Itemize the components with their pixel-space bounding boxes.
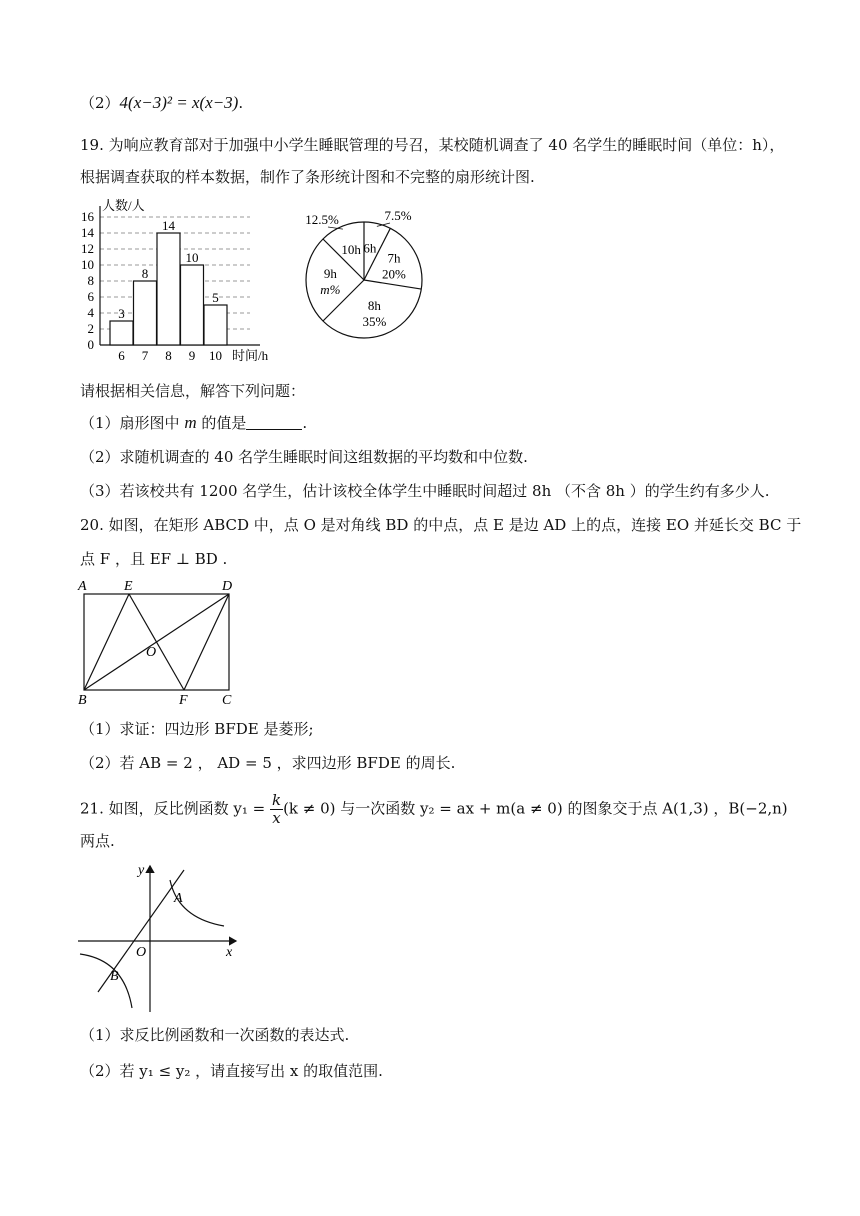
x-tick-label: 9 bbox=[188, 348, 196, 363]
label-d: D bbox=[222, 579, 233, 594]
pie-slice-label: 9h bbox=[323, 266, 337, 281]
bar bbox=[157, 233, 180, 345]
bar bbox=[204, 305, 227, 345]
pie-percent-label: 7.5% bbox=[384, 208, 412, 223]
segment-ef bbox=[129, 594, 184, 690]
label-point-a: A bbox=[174, 891, 183, 906]
bar-chart bbox=[60, 196, 300, 366]
pie-slice-label: 10h bbox=[341, 241, 361, 257]
q19-part1-end: . bbox=[302, 414, 308, 432]
y-tick-label: 8 bbox=[87, 273, 94, 288]
q21-stem-line2: 两点. bbox=[80, 832, 115, 850]
q19-stem-line1: 19. 为响应教育部对于加强中小学生睡眠管理的号召，某校随机调查了 40 名学生的睡眠时间（单位：h）， bbox=[80, 136, 785, 154]
x-tick-label: 8 bbox=[165, 348, 172, 363]
y-tick-label: 6 bbox=[87, 289, 94, 304]
pie-percent-label: 12.5% bbox=[305, 212, 339, 227]
pie-percent-label: m% bbox=[320, 282, 341, 297]
bar-data-label: 3 bbox=[118, 306, 125, 321]
q19-part1-text: （1）扇形图中 bbox=[80, 414, 185, 432]
label-o: O bbox=[146, 645, 157, 660]
pie-percent-label: 20% bbox=[382, 266, 406, 282]
q21-part2: （2）若 y₁ ≤ y₂ ，请直接写出 x 的取值范围. bbox=[80, 1062, 383, 1080]
label-point-b: B bbox=[110, 969, 119, 984]
q19-part3: （3）若该校共有 1200 名学生，估计该校全体学生中睡眠时间超过 8h （不含 8h ）的学生约有多少人. bbox=[80, 482, 770, 500]
pie-slice-label: 7h bbox=[387, 250, 401, 266]
rectangle-figure bbox=[74, 576, 244, 706]
pie-percent-label: 35% bbox=[362, 313, 387, 329]
y-tick-label: 14 bbox=[81, 225, 94, 240]
label-x: x bbox=[226, 945, 233, 960]
q20-stem-line1: 20. 如图，在矩形 ABCD 中，点 O 是对角线 BD 的中点，点 E 是边 AD 上的点，连接 EO 并延长交 BC 于 bbox=[80, 516, 802, 534]
label-b: B bbox=[78, 693, 87, 706]
q19-part1 bbox=[80, 412, 307, 434]
label-y: y bbox=[138, 863, 145, 878]
x-axis-title: 时间/h bbox=[232, 348, 269, 363]
q18-end: . bbox=[238, 94, 244, 112]
q19-part1-text2: 的值是 bbox=[196, 414, 247, 432]
y-tick-label: 0 bbox=[87, 337, 94, 352]
fraction-numerator: k bbox=[271, 791, 282, 809]
bar-data-label: 5 bbox=[212, 290, 219, 305]
answer-blank[interactable] bbox=[246, 413, 302, 430]
bar-data-label: 8 bbox=[141, 266, 149, 281]
bar bbox=[181, 265, 204, 345]
y-tick-label: 4 bbox=[87, 305, 94, 320]
pie-slice-label: 6h bbox=[363, 240, 377, 256]
q21-stem-a: 21. 如图，反比例函数 y₁ = bbox=[80, 799, 270, 818]
bar bbox=[110, 321, 133, 345]
q19-stem-line2: 根据调查获取的样本数据，制作了条形统计图和不完整的扇形统计图. bbox=[80, 168, 535, 186]
q20-part2: （2）若 AB = 2 ， AD = 5 ，求四边形 BFDE 的周长. bbox=[80, 754, 456, 772]
y-axis-title: 人数/人 bbox=[102, 198, 145, 213]
bar bbox=[134, 281, 157, 345]
label-origin: O bbox=[136, 945, 147, 960]
label-c: C bbox=[222, 693, 232, 706]
q19-prompt: 请根据相关信息，解答下列问题： bbox=[80, 382, 306, 400]
q19-part1-m: m bbox=[184, 413, 197, 432]
q18-equation: 4(x−3)² = x(x−3) bbox=[119, 93, 239, 112]
q21-stem-line1 bbox=[80, 792, 788, 832]
q20-stem-line2: 点 F ，且 EF ⊥ BD . bbox=[80, 550, 228, 568]
label-a: A bbox=[78, 579, 87, 594]
q19-part2: （2）求随机调查的 40 名学生睡眠时间这组数据的平均数和中位数. bbox=[80, 448, 528, 466]
bar-data-label: 14 bbox=[162, 218, 175, 233]
bar-data-label: 10 bbox=[185, 250, 199, 265]
label-f: F bbox=[179, 693, 188, 706]
x-tick-label: 6 bbox=[118, 348, 125, 363]
x-tick-label: 7 bbox=[141, 348, 149, 363]
q21-fraction bbox=[270, 792, 283, 827]
pie-slice-label: 8h bbox=[367, 297, 381, 313]
y-tick-label: 2 bbox=[87, 321, 94, 336]
q18-part2 bbox=[80, 92, 243, 114]
y-tick-label: 16 bbox=[81, 209, 94, 224]
function-graph bbox=[74, 858, 244, 1014]
fraction-denominator: x bbox=[272, 809, 281, 827]
y-tick-label: 10 bbox=[81, 257, 94, 272]
q20-part1: （1）求证：四边形 BFDE 是菱形; bbox=[80, 720, 314, 738]
y-tick-label: 12 bbox=[81, 241, 94, 256]
q21-stem-b: (k ≠ 0) 与一次函数 y₂ = ax + m(a ≠ 0) 的图象交于点 A(1,3) ，B(−2,n) bbox=[283, 799, 788, 818]
pie-chart bbox=[296, 196, 456, 346]
label-e: E bbox=[124, 579, 133, 594]
q18-part2-label: （2） bbox=[80, 94, 120, 112]
q21-part1: （1）求反比例函数和一次函数的表达式. bbox=[80, 1026, 350, 1044]
x-tick-label: 10 bbox=[209, 348, 222, 363]
